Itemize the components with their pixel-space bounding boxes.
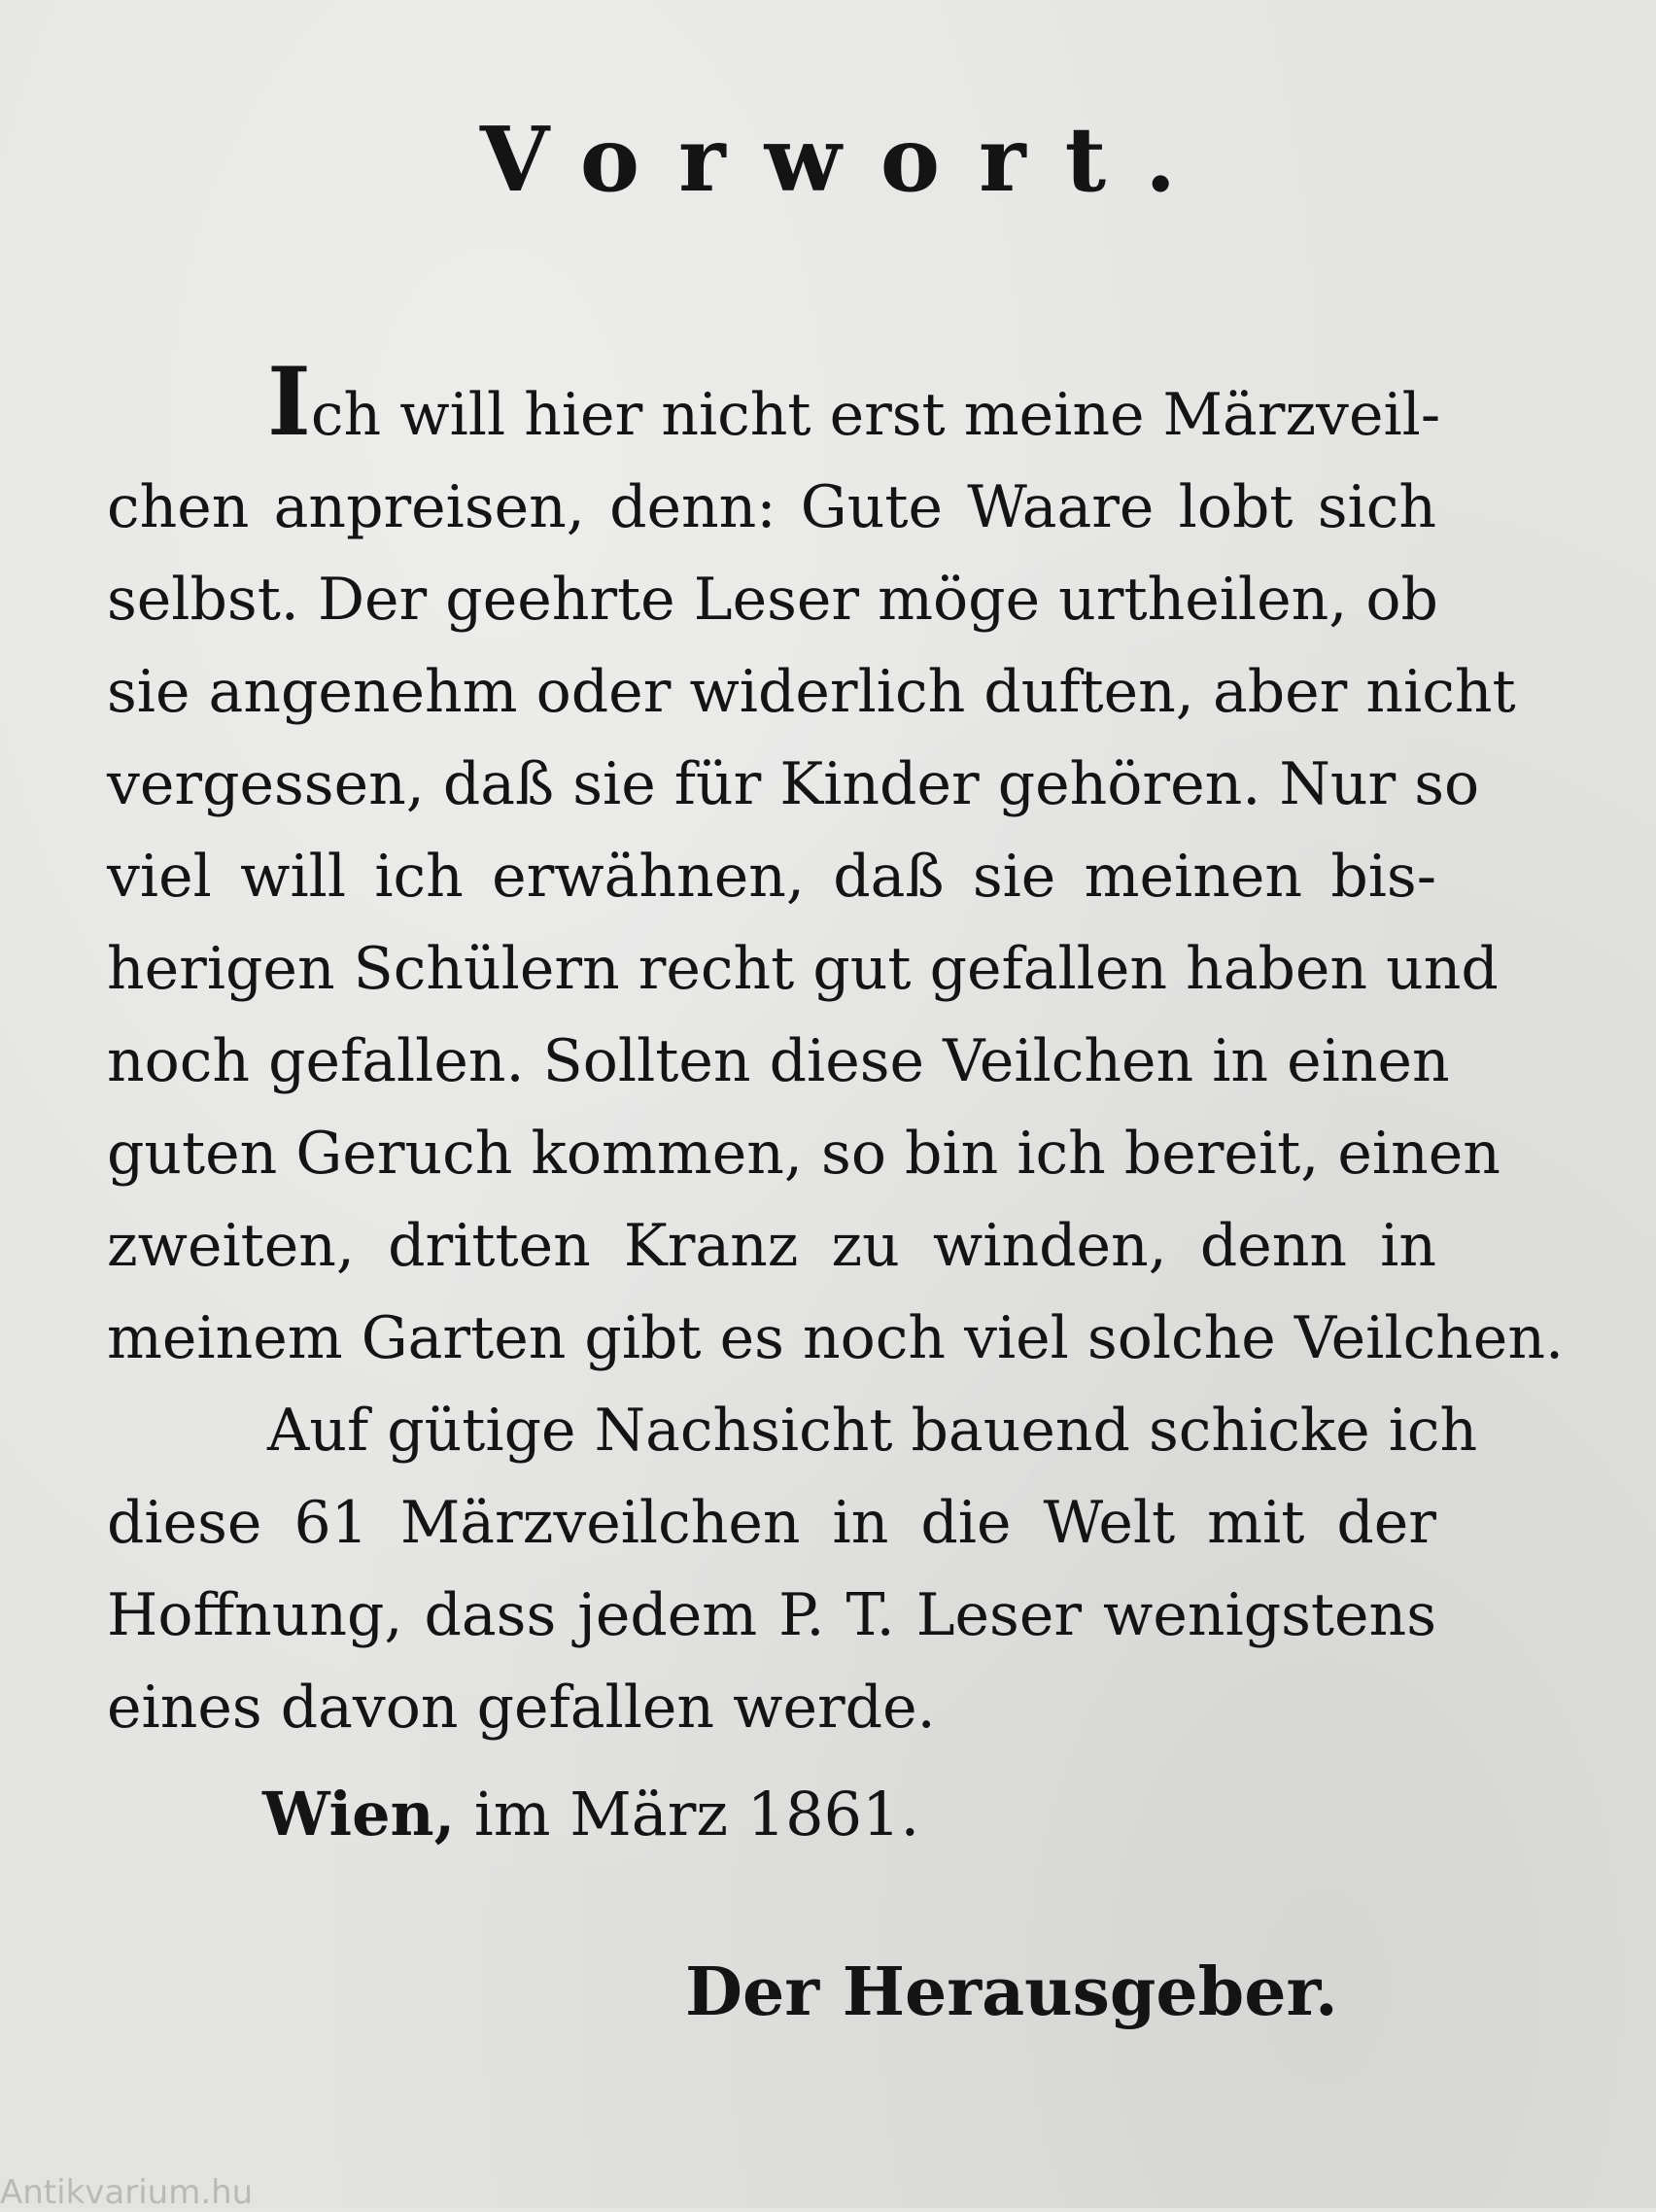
paragraph-1-line-6: viel will ich erwähnen, daß sie meinen bis-	[107, 843, 1436, 911]
page-title: Vorwort.	[479, 107, 1216, 212]
watermark: Antikvarium.hu	[0, 2173, 254, 2212]
place: Wien,	[262, 1779, 456, 1849]
paragraph-1-line-7: herigen Schülern recht gut gefallen haben und	[107, 935, 1499, 1003]
paragraph-1-line-11: meinem Garten gibt es noch viel solche Veilchen.	[107, 1304, 1565, 1372]
paragraph-2-line-2: diese 61 Märzveilchen in die Welt mit der	[107, 1489, 1436, 1557]
paragraph-1-line-3: selbst. Der geehrte Leser möge urtheilen, ob	[107, 566, 1438, 634]
paragraph-1-line-10: zweiten, dritten Kranz zu winden, denn in	[107, 1212, 1436, 1280]
drop-cap: I	[267, 347, 311, 457]
paragraph-1-line-1	[107, 347, 1441, 462]
date: im März 1861.	[473, 1779, 920, 1849]
signature: Der Herausgeber.	[685, 1953, 1338, 2031]
preface-body	[107, 347, 1565, 1754]
paragraph-2-line-1: Auf gütige Nachsicht bauend schicke ich	[267, 1397, 1478, 1465]
paragraph-2-line-3: Hoffnung, dass jedem P. T. Leser wenigstens	[107, 1581, 1436, 1649]
place-and-date	[262, 1779, 919, 1849]
paragraph-1-line-5: vergessen, daß sie für Kinder gehören. Nur so	[107, 750, 1480, 818]
paragraph-1-line-2: chen anpreisen, denn: Gute Waare lobt sich	[107, 473, 1436, 541]
paragraph-1-line-9: guten Geruch kommen, so bin ich bereit, einen	[107, 1120, 1501, 1188]
paragraph-1-line-8: noch gefallen. Sollten diese Veilchen in einen	[107, 1027, 1450, 1095]
paragraph-1-line-4: sie angenehm oder widerlich duften, aber nicht	[107, 658, 1516, 726]
paragraph-2-line-4: eines davon gefallen werde.	[107, 1674, 936, 1742]
paragraph-1-line-1-text: ch will hier nicht erst meine Märzveil-	[310, 381, 1441, 449]
